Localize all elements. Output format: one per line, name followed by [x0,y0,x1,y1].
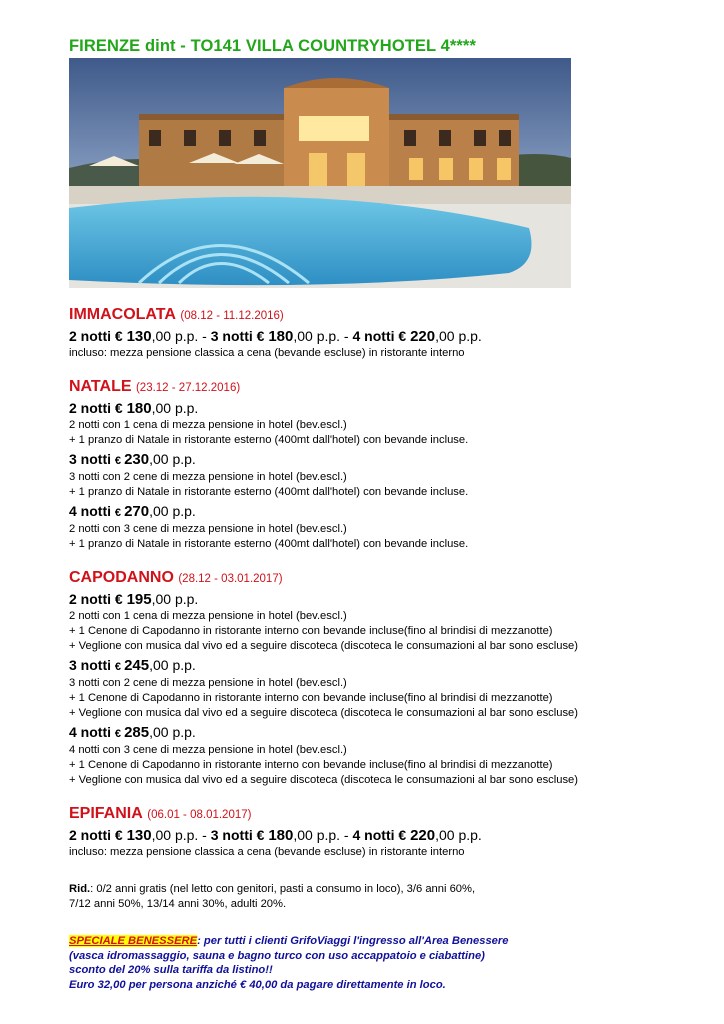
offer-detail: 2 notti con 3 cene di mezza pensione in hotel (bev.escl.) [69,523,347,535]
section-title: IMMACOLATA [69,306,176,323]
page-title: FIRENZE dint - TO141 VILLA COUNTRYHOTEL 4**** [69,37,476,55]
section-heading [69,305,669,325]
offer-detail: + Veglione con musica dal vivo ed a seguire discoteca (discoteca le consumazioni al bar sono escluse) [69,774,579,786]
offer-detail: + 1 pranzo di Natale in ristorante esterno (400mt dall'hotel) con bevande incluse. [69,538,469,550]
offer-detail: 3 notti con 2 cene di mezza pensione in hotel (bev.escl.) [69,471,347,483]
section-heading [69,568,669,588]
offer-detail: + Veglione con musica dal vivo ed a seguire discoteca (discoteca le consumazioni al bar sono escluse) [69,707,579,719]
document-page [69,36,669,992]
offer-detail: 3 notti con 2 cene di mezza pensione in hotel (bev.escl.) [69,677,347,689]
section-capodanno [69,568,669,788]
offer-detail: + 1 Cenone di Capodanno in ristorante interno con bevande incluse(fino al brindisi di mezzanotte) [69,625,553,637]
reductions-label: Rid. [69,883,91,895]
wellness-offer: SPECIALE BENESSERE: per tutti i clienti GrifoViaggi l'ingresso all'Area Benessere (vasca idromassaggio, sauna e bagno turco con uso accappatoio e ciabattine) sconto del 20% sulla tariffa da listino!! Euro 32,00 per persona anziché € 40,00 da pagare direttamente in loco. [69,935,509,991]
section-heading [69,377,669,397]
section-dates: (23.12 - 27.12.2016) [135,382,241,394]
offer-price: 3 notti € 230,00 p.p. [69,451,196,468]
offer-price: 3 notti € 245,00 p.p. [69,657,196,674]
section-dates: (28.12 - 03.01.2017) [178,573,283,585]
offer-price: 2 notti € 195,00 p.p. [69,591,199,608]
included-note: incluso: mezza pensione classica a cena (bevande escluse) in ristorante interno [69,347,465,359]
price-line: 2 notti € 130,00 p.p. - 3 notti € 180,00 p.p. - 4 notti € 220,00 p.p. [69,827,482,844]
section-title: NATALE [69,378,132,395]
reductions-note: Rid.: 0/2 anni gratis (nel letto con genitori, pasti a consumo in loco), 3/6 anni 60%, 7/12 anni 50%, 13/14 anni 30%, adulti 20%. [69,883,476,910]
offer-price: 2 notti € 180,00 p.p. [69,400,199,417]
offer-detail: 4 notti con 3 cene di mezza pensione in hotel (bev.escl.) [69,744,347,756]
section-dates: (08.12 - 11.12.2016) [180,310,284,322]
section-immacolata [69,305,669,361]
hotel-photo [69,58,571,288]
offer-detail: + Veglione con musica dal vivo ed a seguire discoteca (discoteca le consumazioni al bar sono escluse) [69,640,579,652]
section-dates: (06.01 - 08.01.2017) [147,809,252,821]
wellness-highlight: SPECIALE BENESSERE [69,935,198,947]
section-epifania [69,804,669,860]
offer-price: 4 notti € 285,00 p.p. [69,724,196,741]
offer-price: 4 notti € 270,00 p.p. [69,503,196,520]
offer-detail: + 1 pranzo di Natale in ristorante esterno (400mt dall'hotel) con bevande incluse. [69,486,469,498]
offer-detail: 2 notti con 1 cena di mezza pensione in hotel (bev.escl.) [69,419,347,431]
price-line: 2 notti € 130,00 p.p. - 3 notti € 180,00 p.p. - 4 notti € 220,00 p.p. [69,328,482,345]
included-note: incluso: mezza pensione classica a cena (bevande escluse) in ristorante interno [69,846,465,858]
offer-detail: + 1 Cenone di Capodanno in ristorante interno con bevande incluse(fino al brindisi di mezzanotte) [69,759,553,771]
section-title: CAPODANNO [69,569,174,586]
offer-detail: 2 notti con 1 cena di mezza pensione in hotel (bev.escl.) [69,610,347,622]
section-heading [69,804,669,824]
offer-detail: + 1 pranzo di Natale in ristorante esterno (400mt dall'hotel) con bevande incluse. [69,434,469,446]
offer-detail: + 1 Cenone di Capodanno in ristorante interno con bevande incluse(fino al brindisi di mezzanotte) [69,692,553,704]
section-natale [69,377,669,552]
section-title: EPIFANIA [69,805,143,822]
